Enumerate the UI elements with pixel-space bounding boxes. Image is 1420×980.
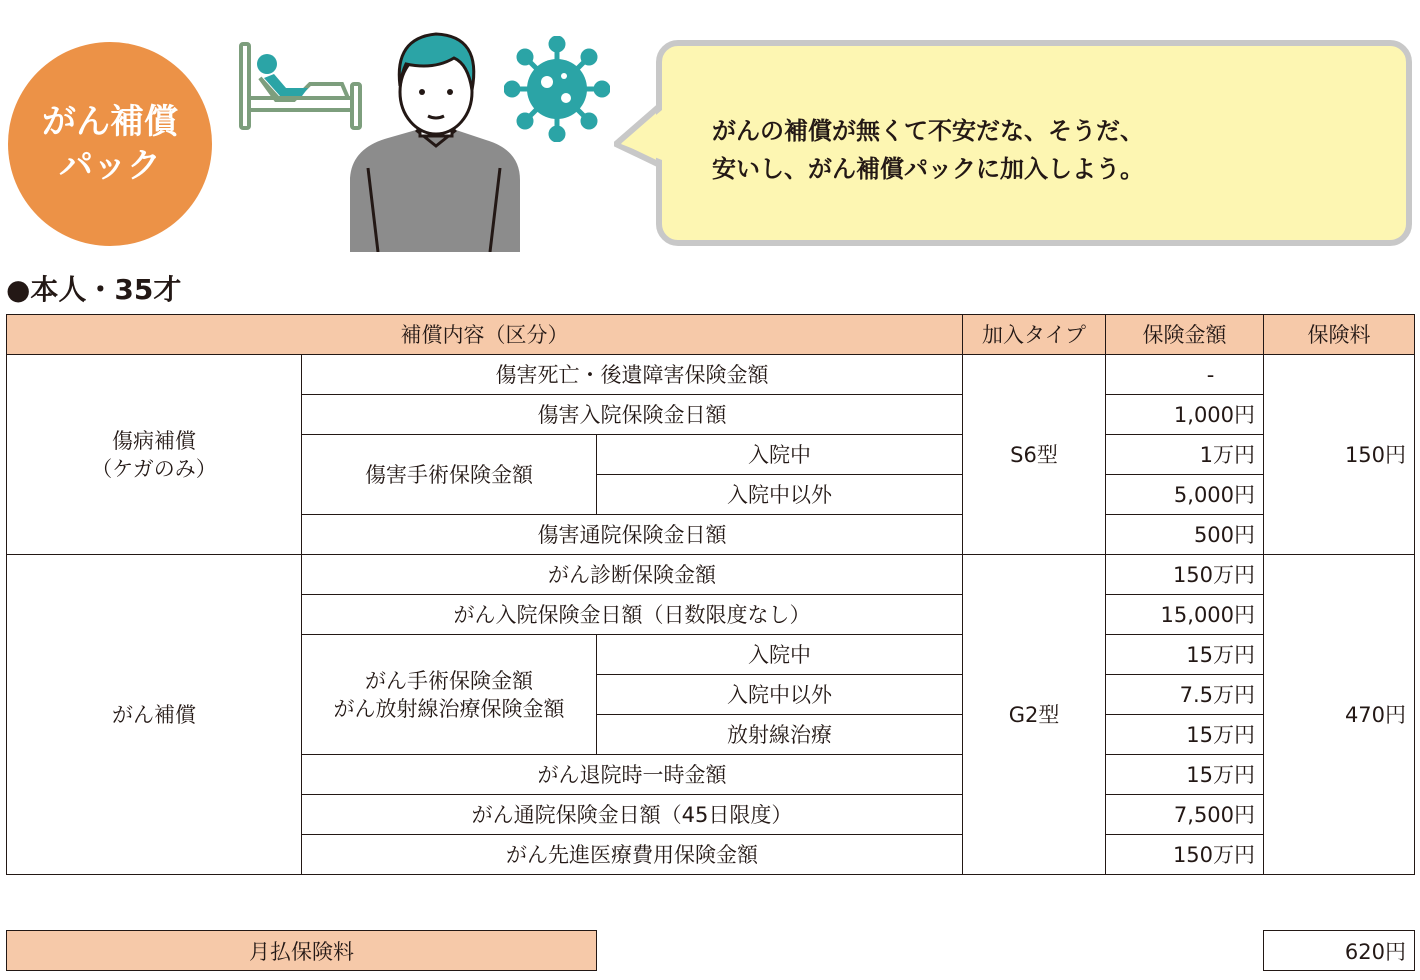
cancer-diagnosis-label: がん診断保険金額 [302, 555, 963, 595]
coverage-table [6, 314, 1415, 875]
injury-surgery-inpatient-amount: 1万円 [1106, 435, 1264, 475]
cancer-plan-type: G2型 [963, 555, 1106, 875]
injury-category [7, 355, 302, 555]
speech-line-2: 安いし、がん補償パックに加入しよう。 [712, 155, 1144, 183]
cancer-radiation-label: 放射線治療 [597, 715, 963, 755]
cancer-advanced-label: がん先進医療費用保険金額 [302, 835, 963, 875]
insured-person-heading: ●本人・35才 [6, 273, 182, 306]
cancer-discharge-label: がん退院時一時金額 [302, 755, 963, 795]
hospital-bed-icon [238, 40, 364, 132]
monthly-premium-label: 月払保険料 [7, 931, 597, 971]
injury-category-label: 傷病補償 [112, 428, 196, 453]
cancer-surgery-outpatient-amount: 7.5万円 [1106, 675, 1264, 715]
cancer-advanced-amount: 150万円 [1106, 835, 1264, 875]
cancer-surgery-label [302, 635, 597, 755]
injury-premium: 150円 [1264, 355, 1415, 555]
header-coverage: 補償内容（区分） [7, 315, 963, 355]
injury-hospital-label: 傷害入院保険金日額 [302, 395, 963, 435]
injury-clinic-label: 傷害通院保険金日額 [302, 515, 963, 555]
cancer-hospital-label: がん入院保険金日額（日数限度なし） [302, 595, 963, 635]
speech-line-1: がんの補償が無くて不安だな、そうだ、 [712, 117, 1144, 145]
worried-man-icon [348, 28, 524, 252]
table-row [7, 355, 1415, 395]
cancer-surgery-label-2: がん放射線治療保険金額 [333, 696, 565, 721]
cancer-surgery-outpatient-label: 入院中以外 [597, 675, 963, 715]
cancer-category: がん補償 [7, 555, 302, 875]
speech-text [712, 112, 1144, 188]
cancer-clinic-amount: 7,500円 [1106, 795, 1264, 835]
cancer-diagnosis-amount: 150万円 [1106, 555, 1264, 595]
injury-death-amount: - [1106, 355, 1264, 395]
cancer-surgery-inpatient-amount: 15万円 [1106, 635, 1264, 675]
monthly-premium-value: 620円 [1264, 931, 1415, 971]
speech-bubble-tail-cover [614, 100, 664, 180]
injury-hospital-amount: 1,000円 [1106, 395, 1264, 435]
cancer-surgery-inpatient-label: 入院中 [597, 635, 963, 675]
speech-bubble [656, 40, 1412, 246]
injury-surgery-outpatient-label: 入院中以外 [597, 475, 963, 515]
virus-icon [504, 36, 610, 142]
cancer-radiation-amount: 15万円 [1106, 715, 1264, 755]
cancer-surgery-label-1: がん手術保険金額 [365, 668, 533, 693]
package-badge [8, 42, 212, 246]
header-premium: 保険料 [1264, 315, 1415, 355]
injury-plan-type: S6型 [963, 355, 1106, 555]
table-header-row [7, 315, 1415, 355]
injury-death-label: 傷害死亡・後遺障害保険金額 [302, 355, 963, 395]
injury-surgery-inpatient-label: 入院中 [597, 435, 963, 475]
injury-surgery-label: 傷害手術保険金額 [302, 435, 597, 515]
monthly-premium-row [7, 931, 1415, 971]
table-row [7, 555, 1415, 595]
header-amount: 保険金額 [1106, 315, 1264, 355]
badge-title: がん補償 [42, 102, 178, 142]
monthly-premium-table [6, 930, 1415, 971]
cancer-hospital-amount: 15,000円 [1106, 595, 1264, 635]
injury-category-note: （ケガのみ） [91, 456, 217, 481]
monthly-premium-spacer [597, 931, 1264, 971]
cancer-clinic-label: がん通院保険金日額（45日限度） [302, 795, 963, 835]
cancer-premium: 470円 [1264, 555, 1415, 875]
header-plan-type: 加入タイプ [963, 315, 1106, 355]
badge-subtitle: パック [59, 146, 161, 186]
injury-surgery-outpatient-amount: 5,000円 [1106, 475, 1264, 515]
cancer-discharge-amount: 15万円 [1106, 755, 1264, 795]
injury-clinic-amount: 500円 [1106, 515, 1264, 555]
